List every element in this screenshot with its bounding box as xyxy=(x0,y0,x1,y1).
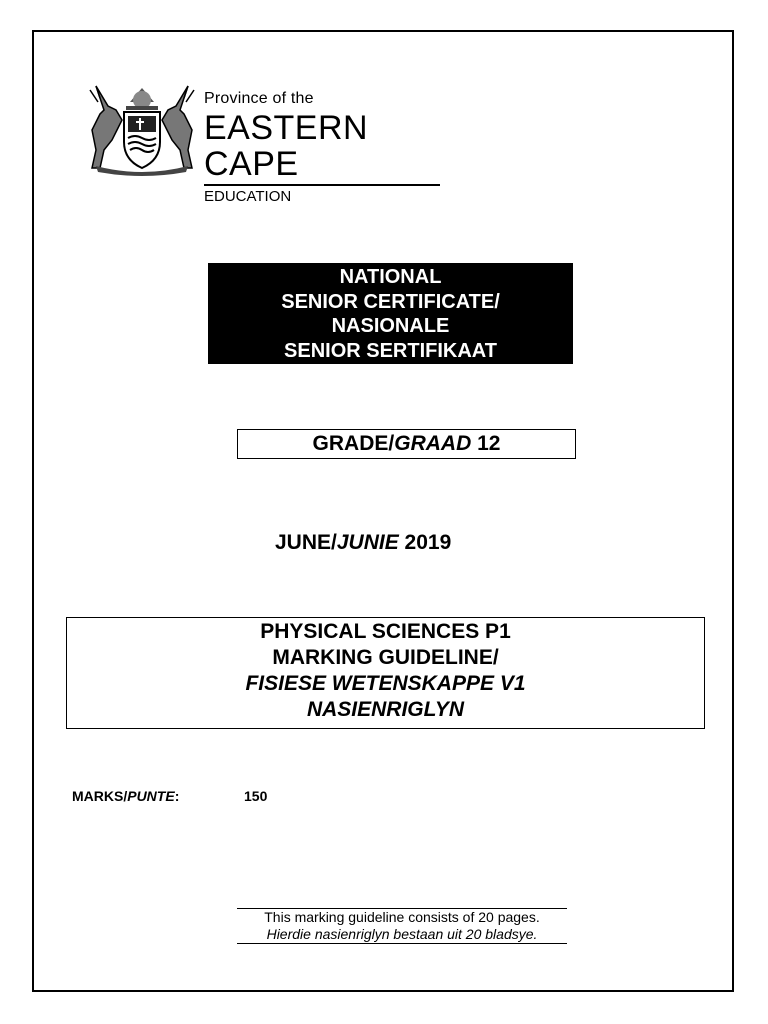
marks-value: 150 xyxy=(244,788,268,804)
logo-education-text: EDUCATION xyxy=(204,188,292,205)
grade-italic: GRAAD xyxy=(394,432,472,455)
certificate-line-1: NATIONAL xyxy=(339,266,442,288)
subject-line-4: NASIENRIGLYN xyxy=(306,698,465,721)
grade-box xyxy=(237,429,576,459)
certificate-title-box xyxy=(208,263,573,364)
logo-province-text: Province of the xyxy=(204,90,314,107)
certificate-line-2: SENIOR CERTIFICATE/ xyxy=(281,290,500,313)
grade-prefix: GRADE/ xyxy=(312,432,395,455)
date-italic: JUNIE xyxy=(336,531,399,554)
grade-number: 12 xyxy=(471,432,501,455)
subject-title-box xyxy=(66,617,705,729)
logo-eastern-cape-text: EASTERN CAPE xyxy=(204,109,369,183)
marks-label-prefix: MARKS/ xyxy=(72,788,128,804)
marks-label-italic: PUNTE xyxy=(127,788,175,804)
date-year: 2019 xyxy=(398,531,452,554)
marks-label xyxy=(72,787,179,805)
marks-label-suffix: : xyxy=(174,788,180,804)
page-count-note xyxy=(237,908,567,944)
certificate-line-4: SENIOR SERTIFIKAAT xyxy=(284,339,497,362)
subject-line-2: MARKING GUIDELINE/ xyxy=(272,646,499,669)
department-logo xyxy=(82,80,452,205)
page-count-english: This marking guideline consists of 20 pages. xyxy=(264,909,540,925)
logo-divider xyxy=(204,184,440,186)
certificate-line-3: NASIONALE xyxy=(331,315,450,337)
page-count-afrikaans: Hierdie nasienriglyn bestaan uit 20 bladsye. xyxy=(266,926,538,942)
eastern-cape-coat-of-arms-icon xyxy=(82,80,202,178)
subject-line-1: PHYSICAL SCIENCES P1 xyxy=(260,620,511,643)
date-prefix: JUNE/ xyxy=(275,531,337,554)
exam-date xyxy=(275,530,451,556)
subject-line-3: FISIESE WETENSKAPPE V1 xyxy=(245,672,526,695)
